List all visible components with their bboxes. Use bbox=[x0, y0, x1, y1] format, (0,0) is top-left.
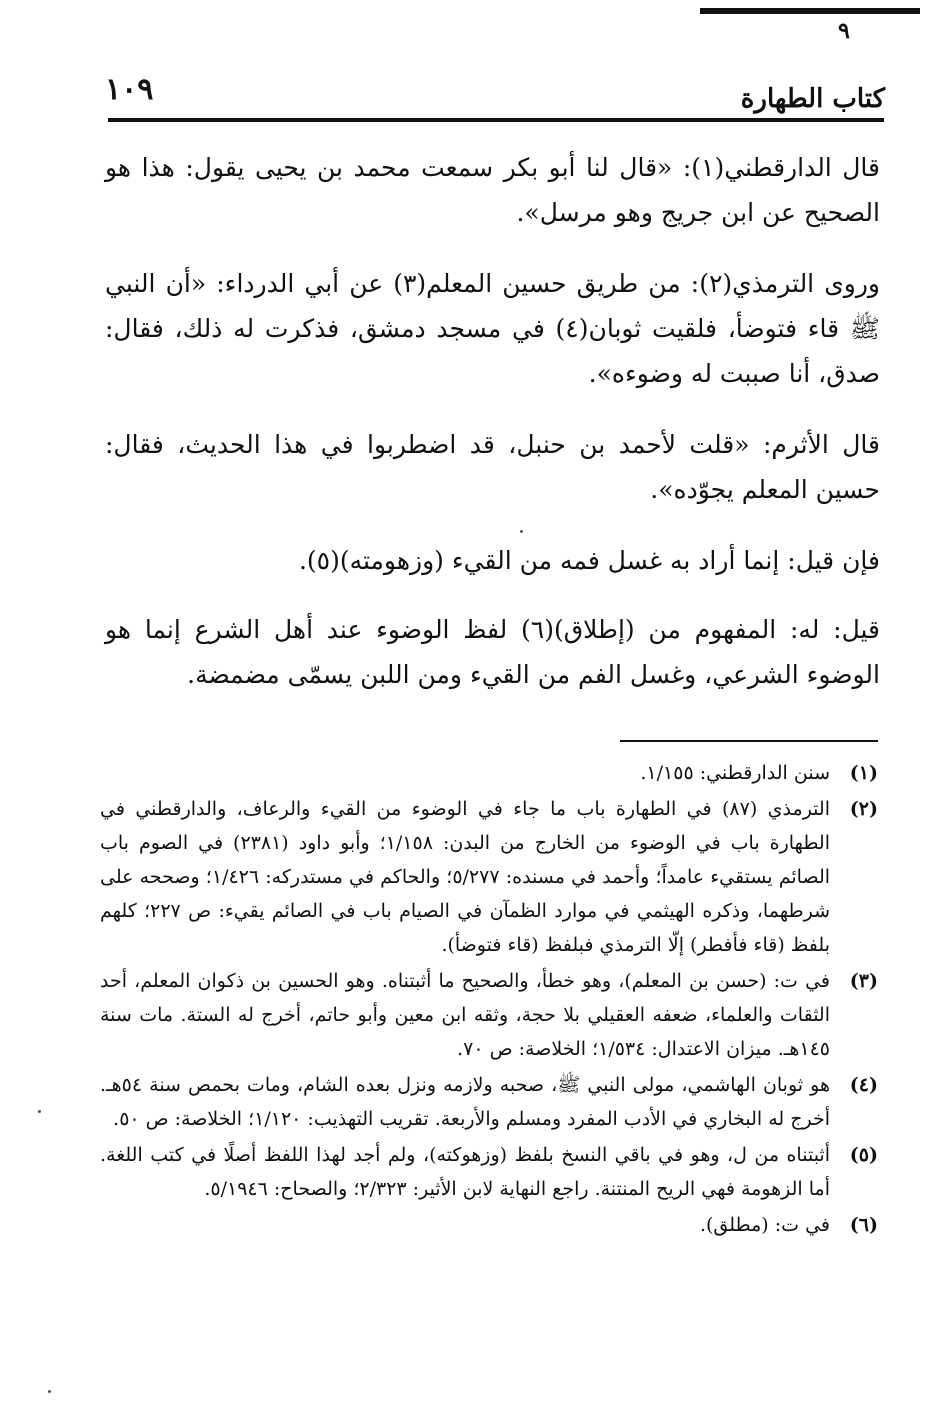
footnote-3 bbox=[100, 964, 878, 1066]
page-number: ١٠٩ bbox=[105, 72, 154, 107]
main-text bbox=[105, 145, 880, 723]
footnote-5 bbox=[100, 1138, 878, 1206]
scan-speck bbox=[38, 1110, 41, 1113]
paragraph-athram: قال الأثرم: «قلت لأحمد بن حنبل، قد اضطربوا في هذا الحديث، فقال: حسين المعلم يجوّده». bbox=[105, 430, 880, 504]
footnote-text: هو ثوبان الهاشمي، مولى النبي ﷺ، صحبه ولازمه ونزل بعده الشام، ومات بحمص سنة ٥٤هـ. أخرج له البخاري في الأدب المفرد ومسلم والأربعة. تقريب التهذيب: ١/١٢٠؛ الخلاصة: ص ٥٠. bbox=[100, 1074, 830, 1130]
footnote-number: (٣) bbox=[849, 970, 878, 992]
footnote-text: سنن الدارقطني: ١/١٥٥. bbox=[640, 762, 830, 784]
footnote-separator bbox=[620, 740, 878, 742]
footnote-number: (٦) bbox=[849, 1214, 878, 1236]
footnote-text: الترمذي (٨٧) في الطهارة باب ما جاء في الوضوء من القيء والرعاف، والدارقطني في الطهارة باب في الوضوء من الخارج من البدن: ١/١٥٨؛ وأبو داود (٢٣٨١) في الصوم باب الصائم يستقيء عامداً؛ وأحمد في مسنده: ٥/٢٧٧؛ والحاكم في مستدركه: ١/٤٢٦؛ وصححه على شرطهما، وذكره الهيثمي في موارد الظمآن في الصيام باب في الصائم يقيء: ص ٢٢٧؛ كلهم بلفظ (قاء فأفطر) إلّا الترمذي فبلفظ (قاء فتوضأ). bbox=[100, 798, 831, 956]
paragraph-objection: فإن قيل: إنما أراد به غسل فمه من القيء (وزهومته)(٥). bbox=[298, 546, 880, 575]
footnote-number: (٤) bbox=[849, 1074, 878, 1096]
footnote-6 bbox=[100, 1208, 878, 1242]
top-edge-rule bbox=[700, 8, 920, 14]
footnotes bbox=[100, 756, 878, 1244]
scan-speck bbox=[48, 1390, 51, 1393]
footnote-number: (٢) bbox=[849, 798, 878, 820]
footnote-text: أثبتناه من ل، وهو في باقي النسخ بلفظ (وزهوكته)، ولم أجد لهذا اللفظ أصلًا في كتب اللغة. أما الزهومة فهي الريح المنتنة. راجع النهاية لابن الأثير: ٢/٣٢٣؛ والصحاح: ٥/١٩٤٦. bbox=[100, 1144, 830, 1200]
footnote-number: (٥) bbox=[849, 1144, 878, 1166]
paragraph-reply: قيل: له: المفهوم من (إطلاق)(٦) لفظ الوضوء عند أهل الشرع إنما هو الوضوء الشرعي، وغسل الفم من القيء ومن اللبن يسمّى مضمضة. bbox=[105, 615, 881, 689]
footnote-number: (١) bbox=[849, 762, 878, 784]
footnote-text: في ت: (حسن بن المعلم)، وهو خطأ، والصحيح ما أثبتناه. وهو الحسين بن ذكوان المعلم، أحد الثقات والعلماء، ضعفه العقيلي بلا حجة، وثقه ابن معين وأبو حاتم، أخرج له الستة. مات سنة ١٤٥هـ. ميزان الاعتدال: ١/٥٣٤؛ الخلاصة: ص ٧٠. bbox=[100, 970, 830, 1060]
footnote-text: في ت: (مطلق). bbox=[699, 1214, 830, 1236]
page-header bbox=[105, 70, 885, 120]
corner-mark: ٩ bbox=[838, 18, 850, 44]
footnote-1 bbox=[100, 756, 878, 790]
footnote-2 bbox=[100, 792, 878, 962]
footnote-4 bbox=[100, 1068, 878, 1136]
book-title: كتاب الطهارة bbox=[740, 84, 885, 114]
header-rule bbox=[108, 118, 884, 122]
scan-speck bbox=[520, 530, 523, 533]
paragraph-daraqutni: قال الدارقطني(١): «قال لنا أبو بكر سمعت محمد بن يحيى يقول: هذا هو الصحيح عن ابن جريج وهو مرسل». bbox=[105, 153, 880, 227]
paragraph-tirmidhi: وروى الترمذي(٢): من طريق حسين المعلم(٣) عن أبي الدرداء: «أن النبي ﷺ قاء فتوضأ، فلقيت ثوبان(٤) في مسجد دمشق، فذكرت له ذلك، فقال: صدق، أنا صببت له وضوءه». bbox=[105, 269, 880, 388]
